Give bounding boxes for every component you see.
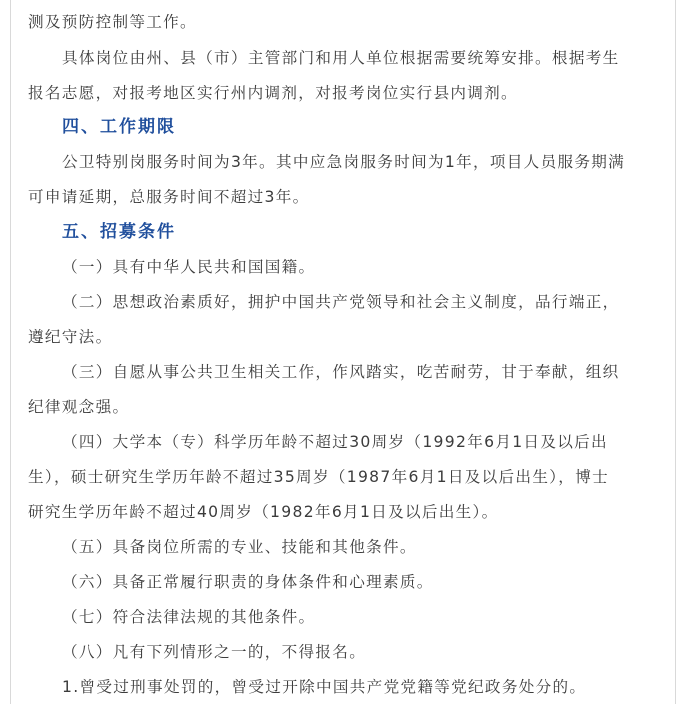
- list-item: （七）符合法律法规的其他条件。: [62, 608, 316, 626]
- list-item-continuation: 生），硕士研究生学历年龄不超过35周岁（1987年6月1日及以后出生），博士: [28, 468, 609, 486]
- paragraph-line: 报名志愿，对报考地区实行州内调剂，对报考岗位实行县内调剂。: [28, 84, 518, 102]
- section-heading-work-term: 四、工作期限: [62, 117, 176, 137]
- list-item: （三）自愿从事公共卫生相关工作，作风踏实，吃苦耐劳，甘于奉献，组织: [62, 363, 620, 381]
- list-item: （一）具有中华人民共和国国籍。: [62, 258, 316, 276]
- list-item: （四）大学本（专）科学历年龄不超过30周岁（1992年6月1日及以后出: [62, 433, 608, 451]
- list-item: （二）思想政治素质好，拥护中国共产党领导和社会主义制度，品行端正，: [62, 293, 620, 311]
- paragraph-line: 具体岗位由州、县（市）主管部门和用人单位根据需要统筹安排。根据考生: [62, 49, 620, 67]
- list-item-continuation: 遵纪守法。: [28, 328, 113, 346]
- paragraph-line: 可申请延期，总服务时间不超过3年。: [28, 188, 310, 206]
- list-item: （六）具备正常履行职责的身体条件和心理素质。: [62, 573, 434, 591]
- list-item-continuation: 纪律观念强。: [28, 398, 130, 416]
- article-frame: [10, 0, 676, 704]
- list-item: （八）凡有下列情形之一的，不得报名。: [62, 643, 367, 661]
- paragraph-line: 公卫特别岗服务时间为3年。其中应急岗服务时间为1年，项目人员服务期满: [62, 153, 626, 171]
- list-item-continuation: 研究生学历年龄不超过40周岁（1982年6月1日及以后出生）。: [28, 503, 499, 521]
- list-item: （五）具备岗位所需的专业、技能和其他条件。: [62, 538, 417, 556]
- paragraph-line: 测及预防控制等工作。: [28, 13, 197, 31]
- sub-list-item: 1.曾受过刑事处罚的，曾受过开除中国共产党党籍等党纪政务处分的。: [62, 678, 587, 696]
- section-heading-recruitment-conditions: 五、招募条件: [62, 222, 176, 242]
